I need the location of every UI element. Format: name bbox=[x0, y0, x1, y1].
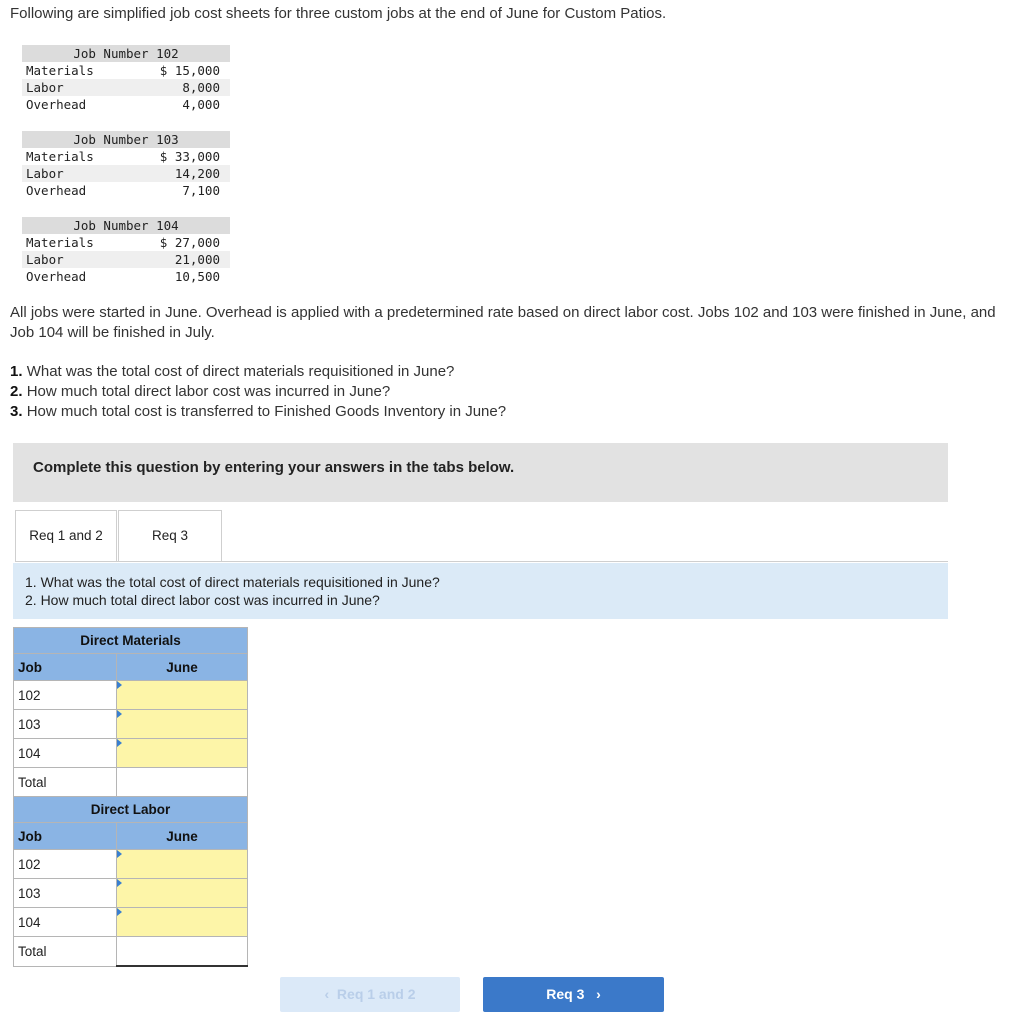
question-item: 2. How much total direct labor cost was incurred in June? bbox=[10, 383, 391, 400]
column-header-job: Job bbox=[14, 654, 117, 681]
job-sheet-row: Materials $ 33,000 bbox=[26, 149, 220, 164]
labor-input-104[interactable] bbox=[117, 909, 247, 935]
column-header-june: June bbox=[117, 823, 248, 850]
table-row: 104 bbox=[14, 739, 248, 768]
tab-req-1-and-2[interactable]: Req 1 and 2 bbox=[15, 510, 117, 562]
tab-divider bbox=[15, 561, 948, 562]
question-item: 3. How much total cost is transferred to Finished Goods Inventory in June? bbox=[10, 403, 507, 420]
chevron-right-icon: › bbox=[596, 986, 601, 1002]
job-sheet-row: Labor 14,200 bbox=[22, 165, 230, 182]
job-sheet-row: Materials $ 27,000 bbox=[26, 235, 220, 250]
job-sheet-103 bbox=[22, 131, 230, 199]
materials-input-104[interactable] bbox=[117, 740, 247, 766]
direct-labor-table bbox=[13, 796, 248, 967]
prev-req-button[interactable]: ‹ Req 1 and 2 bbox=[280, 977, 460, 1012]
table-row: 102 bbox=[14, 850, 248, 879]
job-sheet-header: Job Number 102 bbox=[22, 45, 230, 62]
chevron-left-icon: ‹ bbox=[324, 986, 330, 1002]
labor-total-cell bbox=[117, 937, 248, 967]
table-row: 102 bbox=[14, 681, 248, 710]
column-header-job: Job bbox=[14, 823, 117, 850]
job-sheet-102 bbox=[22, 45, 230, 113]
job-sheet-row: Overhead 10,500 bbox=[26, 269, 220, 284]
materials-input-102[interactable] bbox=[117, 682, 247, 708]
job-sheet-header: Job Number 103 bbox=[22, 131, 230, 148]
labor-input-102[interactable] bbox=[117, 851, 247, 877]
job-sheet-row: Labor 8,000 bbox=[22, 79, 230, 96]
instruction-banner: Complete this question by entering your answers in the tabs below. bbox=[13, 443, 948, 502]
table-caption: Direct Labor bbox=[14, 797, 248, 823]
job-sheet-row: Overhead 4,000 bbox=[26, 97, 220, 112]
job-sheet-row: Overhead 7,100 bbox=[26, 183, 220, 198]
materials-total-cell bbox=[117, 768, 248, 798]
table-row: 103 bbox=[14, 710, 248, 739]
problem-paragraph: All jobs were started in June. Overhead is applied with a predetermined rate based on direct labor cost. Jobs 102 and 103 were finished in June, and Job 104 will be finished in July. bbox=[10, 304, 996, 341]
tab-req-3[interactable]: Req 3 bbox=[118, 510, 222, 562]
job-sheet-104 bbox=[22, 217, 230, 285]
table-row: 104 bbox=[14, 908, 248, 937]
job-sheet-header: Job Number 104 bbox=[22, 217, 230, 234]
direct-materials-table bbox=[13, 627, 248, 798]
job-sheet-row: Materials $ 15,000 bbox=[26, 63, 220, 78]
job-sheet-row: Labor 21,000 bbox=[22, 251, 230, 268]
requirement-box: 1. What was the total cost of direct materials requisitioned in June? 2. How much total direct labor cost was incurred in June? bbox=[13, 563, 948, 619]
next-req-button[interactable]: Req 3 › bbox=[483, 977, 664, 1012]
labor-input-103[interactable] bbox=[117, 880, 247, 906]
column-header-june: June bbox=[117, 654, 248, 681]
question-list bbox=[10, 362, 506, 422]
intro-text: Following are simplified job cost sheets for three custom jobs at the end of June for Custom Patios. bbox=[10, 5, 667, 22]
table-row-total: Total bbox=[14, 937, 248, 967]
table-row-total: Total bbox=[14, 768, 248, 798]
table-row: 103 bbox=[14, 879, 248, 908]
table-caption: Direct Materials bbox=[14, 628, 248, 654]
materials-input-103[interactable] bbox=[117, 711, 247, 737]
question-item: 1. What was the total cost of direct materials requisitioned in June? bbox=[10, 363, 455, 380]
